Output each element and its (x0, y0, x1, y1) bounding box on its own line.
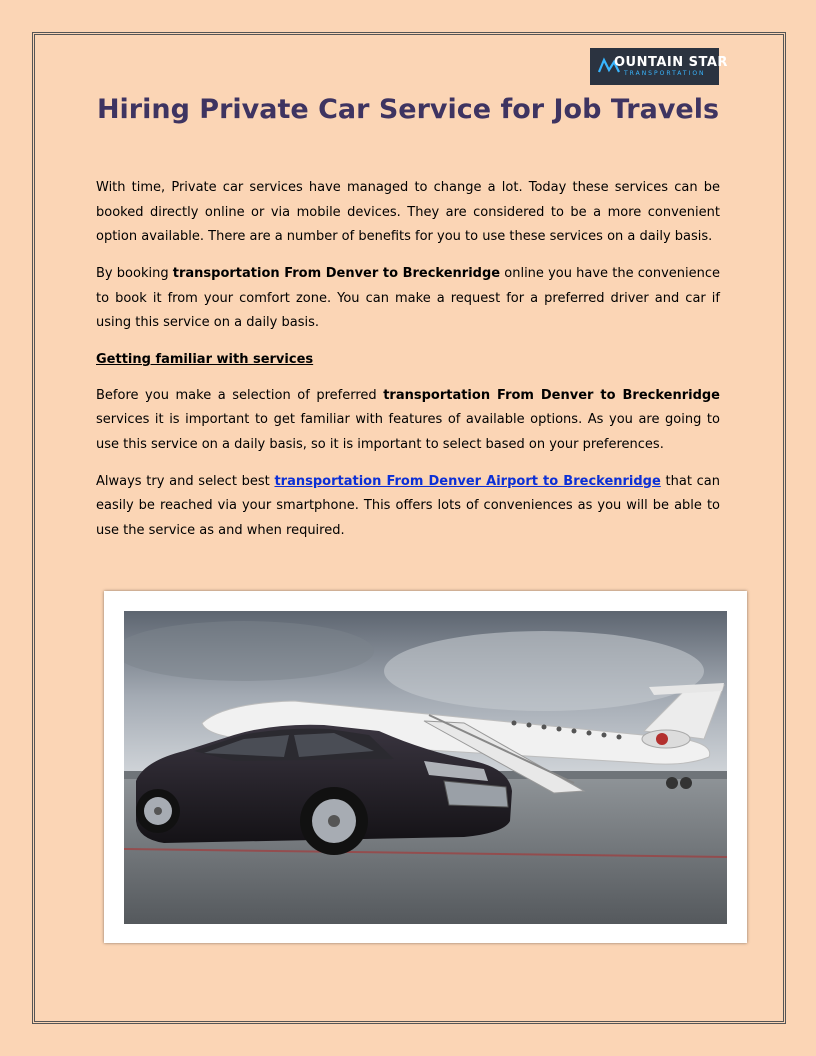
paragraph-text: By booking (96, 266, 173, 281)
paragraph-selection (96, 384, 720, 458)
airport-transport-link[interactable]: transportation From Denver Airport to Breckenridge (274, 473, 661, 489)
bold-keyword: transportation From Denver to Breckenridge (383, 387, 721, 403)
paragraph-text: Before you make a selection of preferred (96, 387, 384, 403)
section-heading-text: Getting familiar with services (96, 352, 314, 367)
paragraph-booking (96, 262, 720, 336)
paragraph-text: Always try and select best (96, 473, 275, 489)
car-and-jet-photo (124, 611, 727, 924)
paragraph-text: services it is important to get familiar with features of available options. As you are going to use this service on a daily basis, so it is important to select based on your preferences. (96, 412, 720, 452)
section-heading (96, 348, 720, 373)
paragraph-airport (96, 470, 720, 544)
paragraph-text: online you have the convenience to book it from your comfort zone. You can make a request for a preferred driver and car if using this service on a daily basis. (96, 266, 721, 330)
company-logo[interactable] (590, 48, 728, 85)
logo-text: OUNTAIN STAR (614, 55, 728, 70)
car-jet-illustration (124, 611, 727, 924)
paragraph-text: that can easily be reached via your smartphone. This offers lots of conveniences as you will be able to use the service as and when required. (96, 473, 720, 538)
logo-subtext: TRANSPORTATION (624, 70, 706, 77)
page-title: Hiring Private Car Service for Job Travels (96, 94, 720, 125)
bold-keyword: transportation From Denver to Breckenridge (172, 266, 501, 281)
paragraph-intro: With time, Private car services have managed to change a lot. Today these services can be booked directly online or via mobile devices. They are considered to be a more convenient option available. There are a number of benefits for you to use these services on a daily basis. (96, 180, 720, 244)
article-body (96, 176, 720, 556)
photo-frame (104, 591, 747, 943)
